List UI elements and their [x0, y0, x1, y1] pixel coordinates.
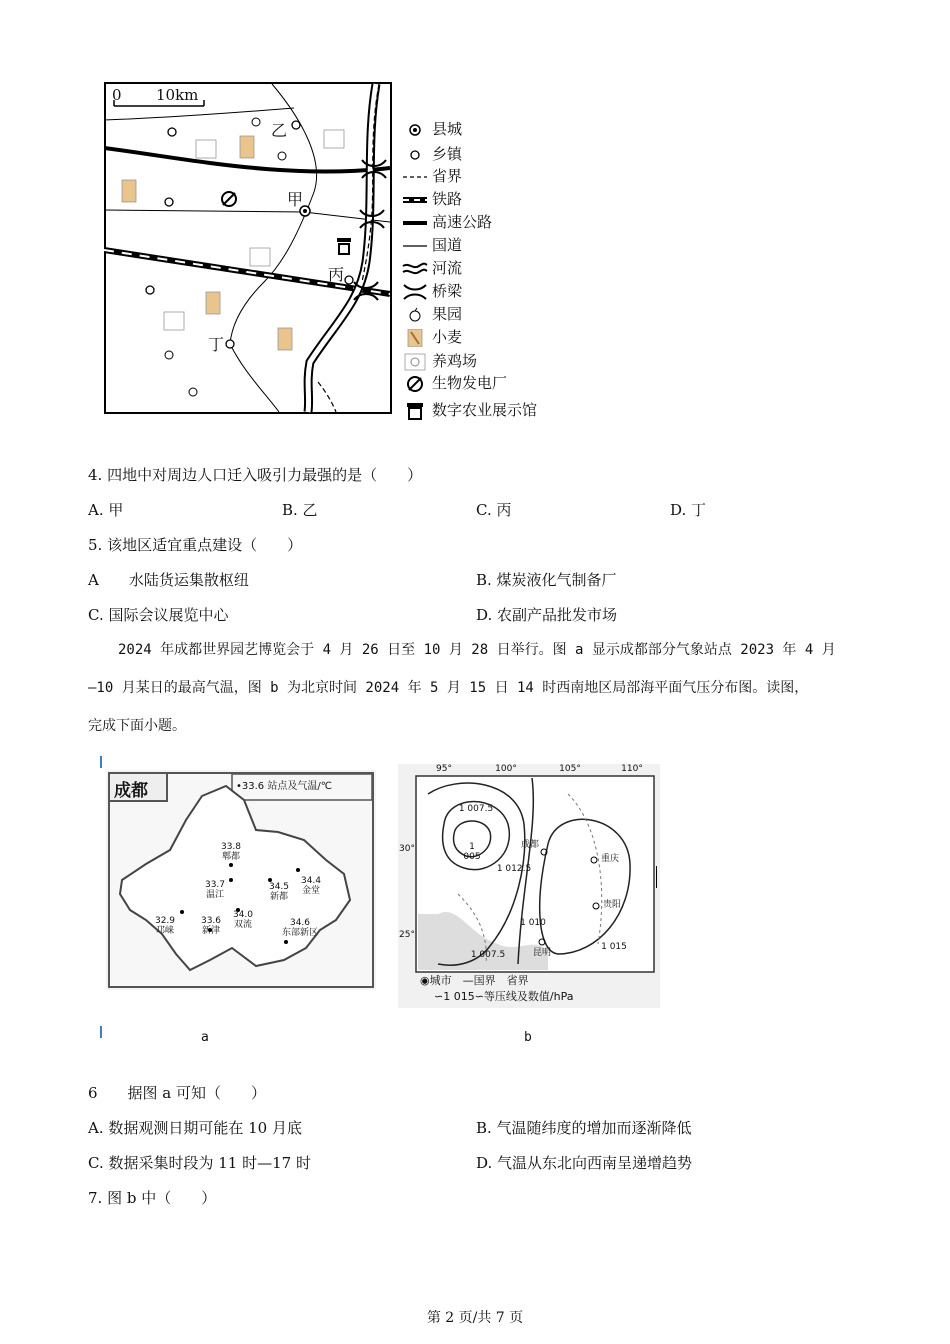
- place-bing: 丙: [328, 265, 345, 284]
- station-temp: 32.9: [154, 916, 176, 926]
- isobar-value: 1 007.5: [470, 950, 506, 960]
- q4-option-c[interactable]: C. 丙: [476, 501, 512, 519]
- figure-b-caption: b: [524, 1030, 532, 1045]
- legend-township: 乡镇: [402, 143, 462, 165]
- station-name: 新都: [269, 892, 288, 902]
- digital-agri-hall-icon: [402, 402, 428, 420]
- isobar-value: 1 005: [463, 842, 481, 862]
- q5-option-a[interactable]: A 水陆货运集散枢纽: [88, 571, 249, 589]
- text-cursor-mark: [656, 866, 657, 888]
- q5-stem: 5. 该地区适宜重点建设（ ）: [88, 536, 303, 554]
- station-name: 温江: [205, 890, 224, 900]
- chicken-farm-icon: [402, 353, 428, 371]
- q4-option-b[interactable]: B. 乙: [282, 501, 318, 519]
- station-temp: 34.0: [232, 910, 254, 920]
- isobar-value: 1 015: [601, 942, 627, 952]
- isobar-value: 1 012.5: [496, 864, 532, 874]
- scale-zero: 0: [112, 86, 122, 104]
- q6-option-a[interactable]: A. 数据观测日期可能在 10 月底: [88, 1119, 302, 1137]
- figure-b-legend-isobar: ∽1 015∽等压线及数值/hPa: [434, 990, 574, 1003]
- place-yi: 乙: [271, 121, 288, 140]
- passage-line-1: 2024 年成都世界园艺博览会于 4 月 26 日至 10 月 28 日举行。图 a 显示成都部分气象站点 2023 年 4 月: [118, 642, 836, 658]
- scale-distance: 10km: [156, 86, 199, 104]
- regional-map: [104, 82, 392, 414]
- wheat-icon: [402, 329, 428, 347]
- q6-option-b[interactable]: B. 气温随纬度的增加而逐渐降低: [476, 1119, 692, 1137]
- township-icon: [402, 146, 428, 164]
- city-label: 昆明: [532, 948, 551, 958]
- legend-bridge: 桥梁: [402, 280, 462, 302]
- figure-a-caption: a: [201, 1030, 209, 1045]
- legend-railway: 铁路: [402, 188, 462, 210]
- figure-a-chengdu-temperature-map: [106, 770, 376, 990]
- station-temp: 33.7: [204, 880, 226, 890]
- legend-river: 河流: [402, 257, 462, 279]
- place-ding: 丁: [208, 335, 225, 354]
- legend-orchard: 果园: [402, 303, 462, 325]
- q4-option-a[interactable]: A. 甲: [88, 501, 124, 519]
- passage-line-3: 完成下面小题。: [88, 718, 186, 734]
- q6-option-c[interactable]: C. 数据采集时段为 11 时—17 时: [88, 1154, 311, 1172]
- biopower-plant-icon: [402, 375, 428, 393]
- orchard-icon: [402, 306, 428, 324]
- q6-stem: 6 据图 a 可知（ ）: [88, 1084, 267, 1102]
- longitude-label: 110°: [621, 764, 643, 774]
- station-name: 郫都: [221, 852, 240, 862]
- figure-b-legend: ◉城市 —国界 省界: [420, 974, 529, 987]
- station-temp: 34.5: [268, 882, 290, 892]
- longitude-label: 105°: [559, 764, 581, 774]
- image-frame-mark: [100, 1026, 102, 1038]
- q5-option-c[interactable]: C. 国际会议展览中心: [88, 606, 229, 624]
- figure-a-legend: •33.6 站点及气温/℃: [236, 781, 332, 792]
- legend-wheat: 小麦: [402, 326, 462, 348]
- passage-line-2: —10 月某日的最高气温，图 b 为北京时间 2024 年 5 月 15 日 14 时西南地区局部海平面气压分布图。读图，: [88, 680, 809, 696]
- longitude-label: 95°: [436, 764, 452, 774]
- station-name: 邛崃: [155, 926, 174, 936]
- station-name: 金堂: [301, 886, 320, 896]
- q5-option-d[interactable]: D. 农副产品批发市场: [476, 606, 618, 624]
- station-name: 新津: [201, 926, 220, 936]
- city-label: 重庆: [600, 854, 619, 864]
- station-temp: 34.6: [289, 918, 311, 928]
- isobar-value: 1 007.5: [458, 804, 494, 814]
- image-frame-mark: [100, 756, 102, 768]
- city-label: 成都: [520, 840, 539, 850]
- station-name: 双流: [233, 920, 252, 930]
- longitude-label: 100°: [495, 764, 517, 774]
- figure-b-isobar-map: [398, 764, 660, 1008]
- legend-biopower-plant: 生物发电厂: [402, 372, 507, 394]
- station-temp: 34.4: [300, 876, 322, 886]
- river-icon: [402, 260, 428, 278]
- bridge-icon: [402, 283, 428, 301]
- latitude-label: 30°: [399, 844, 415, 854]
- provincial-border-icon: [402, 168, 428, 186]
- q4-option-d[interactable]: D. 丁: [670, 501, 707, 519]
- county-town-icon: [402, 121, 428, 139]
- legend-provincial-border: 省界: [402, 165, 462, 187]
- legend-county-town: 县城: [402, 118, 462, 140]
- legend-digital-agri-hall: 数字农业展示馆: [402, 399, 537, 421]
- station-temp: 33.6: [200, 916, 222, 926]
- page-footer: 第 2 页/共 7 页: [426, 1310, 524, 1326]
- q4-stem: 4. 四地中对周边人口迁入吸引力最强的是（ ）: [88, 466, 423, 484]
- q7-stem: 7. 图 b 中（ ）: [88, 1189, 217, 1207]
- q6-option-d[interactable]: D. 气温从东北向西南呈递增趋势: [476, 1154, 693, 1172]
- station-temp: 33.8: [220, 842, 242, 852]
- legend-national-road: 国道: [402, 234, 462, 256]
- figure-a-title: 成都: [114, 781, 148, 801]
- isobar-value: 1 010: [520, 918, 546, 928]
- national-road-icon: [402, 237, 428, 255]
- latitude-label: 25°: [399, 930, 415, 940]
- q5-option-b[interactable]: B. 煤炭液化气制备厂: [476, 571, 617, 589]
- station-name: 东部新区: [281, 928, 318, 938]
- expressway-icon: [402, 214, 428, 232]
- place-jia: 甲: [287, 190, 304, 209]
- city-label: 贵阳: [602, 900, 621, 910]
- legend-expressway: 高速公路: [402, 211, 492, 233]
- railway-icon: [402, 191, 428, 209]
- legend-chicken-farm: 养鸡场: [402, 350, 477, 372]
